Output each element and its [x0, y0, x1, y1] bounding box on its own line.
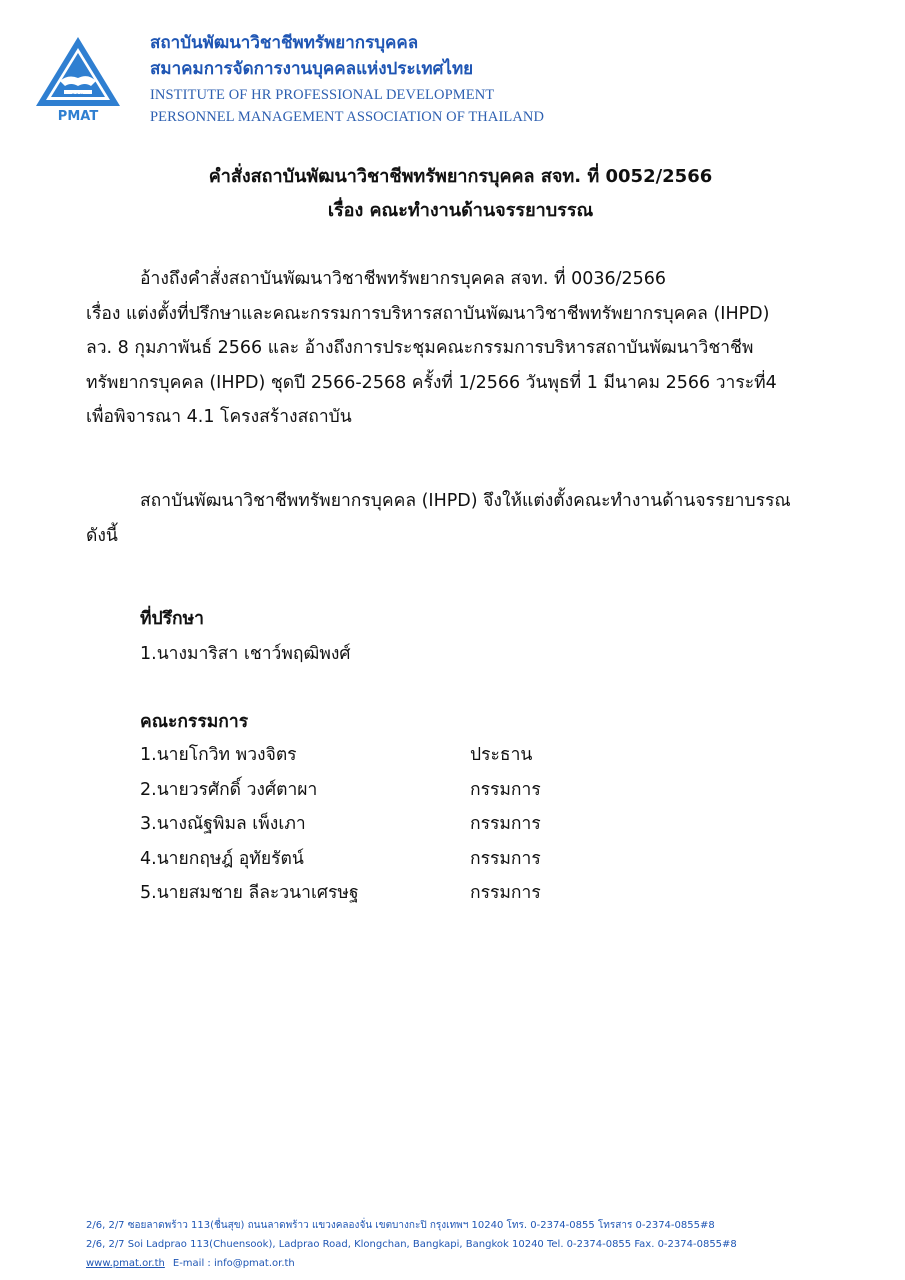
reference-line-2: เรื่อง แต่งตั้งที่ปรึกษาและคณะกรรมการบริหารสถาบันพัฒนาวิชาชีพทรัพยากรบุคคล (IHPD) — [86, 303, 770, 324]
committee-member — [140, 811, 640, 846]
committee-member — [140, 846, 640, 881]
org-name-en-1: INSTITUTE OF HR PROFESSIONAL DEVELOPMENT — [150, 87, 495, 103]
reference-line-5: เพื่อพิจารณา 4.1 โครงสร้างสถาบัน — [86, 407, 352, 427]
order-subject: เรื่อง คณะทำงานด้านจรรยาบรรณ — [327, 200, 594, 221]
advisors-heading: ที่ปรึกษา — [140, 609, 205, 629]
footer-contact — [86, 1254, 886, 1273]
pmat-logo-icon — [34, 34, 122, 124]
member-name: 2.นายวรศักดิ์ วงศ์ตาผา — [140, 779, 318, 800]
website-link[interactable]: www.pmat.or.th — [86, 1258, 165, 1269]
committee-heading: คณะกรรมการ — [140, 712, 249, 732]
member-role: กรรมการ — [470, 848, 541, 869]
member-name: 1.นายโกวิท พวงจิตร — [140, 745, 297, 765]
committee-member — [140, 742, 640, 777]
member-name: 5.นายสมชาย ลีละวนาเศรษฐ — [140, 883, 359, 903]
member-role: กรรมการ — [470, 814, 541, 834]
footer-address-th: 2/6, 2/7 ซอยลาดพร้าว 113(ชื่นสุข) ถนนลาดพร้าว แขวงคลองจั่น เขตบางกะปิ กรุงเทพฯ 10240 โทร. 0-2374-0855 โทรสาร 0-2374-0855#8 — [86, 1220, 715, 1231]
member-name: 4.นายกฤษฎ์ อุทัยรัตน์ — [140, 848, 304, 869]
org-name-en-2: PERSONNEL MANAGEMENT ASSOCIATION OF THAILAND — [150, 109, 545, 125]
logo-seal-text: ส.จ.ท. — [71, 93, 85, 99]
reference-paragraph — [86, 262, 831, 435]
reference-line-4: ทรัพยากรบุคคล (IHPD) ชุดปี 2566-2568 ครั้งที่ 1/2566 วันพุธที่ 1 มีนาคม 2566 วาระที่4 — [86, 372, 777, 393]
org-name-th-2: สมาคมการจัดการงานบุคคลแห่งประเทศไทย — [150, 59, 474, 79]
footer — [86, 1216, 886, 1273]
reference-line-3: ลว. 8 กุมภาพันธ์ 2566 และ อ้างถึงการประชุมคณะกรรมการบริหารสถาบันพัฒนาวิชาชีพ — [86, 338, 754, 358]
committee-member — [140, 777, 640, 812]
appointment-line-1: สถาบันพัฒนาวิชาชีพทรัพยากรบุคคล (IHPD) จึงให้แต่งตั้งคณะทำงานด้านจรรยาบรรณ — [140, 491, 791, 511]
logo-text: PMAT — [57, 109, 99, 124]
order-title: คำสั่งสถาบันพัฒนาวิชาชีพทรัพยากรบุคคล สจท. ที่ 0052/2566 — [208, 166, 713, 187]
committee-member — [140, 880, 640, 915]
pmat-logo — [34, 34, 122, 124]
appointment-line-2: ดังนี้ — [86, 525, 118, 546]
organization-header — [150, 31, 890, 128]
committee-list — [140, 742, 640, 915]
member-role: กรรมการ — [470, 883, 541, 903]
member-name: 3.นางณัฐพิมล เพ็งเภา — [140, 814, 306, 834]
advisor-item: 1.นางมาริสา เชาว์พฤฒิพงศ์ — [140, 644, 351, 664]
member-role: กรรมการ — [470, 779, 541, 800]
footer-address-en: 2/6, 2/7 Soi Ladprao 113(Chuensook), Ladprao Road, Klongchan, Bangkapi, Bangkok 10240 Tel. 0-2374-0855 Fax. 0-2374-0855#8 — [86, 1239, 737, 1250]
org-name-th-1: สถาบันพัฒนาวิชาชีพทรัพยากรบุคคล — [150, 33, 419, 53]
email-text: E-mail : info@pmat.or.th — [172, 1258, 295, 1269]
reference-line-1: อ้างถึงคำสั่งสถาบันพัฒนาวิชาชีพทรัพยากรบุคคล สจท. ที่ 0036/2566 — [140, 269, 667, 289]
appointment-paragraph — [86, 484, 831, 553]
member-role: ประธาน — [470, 745, 533, 765]
